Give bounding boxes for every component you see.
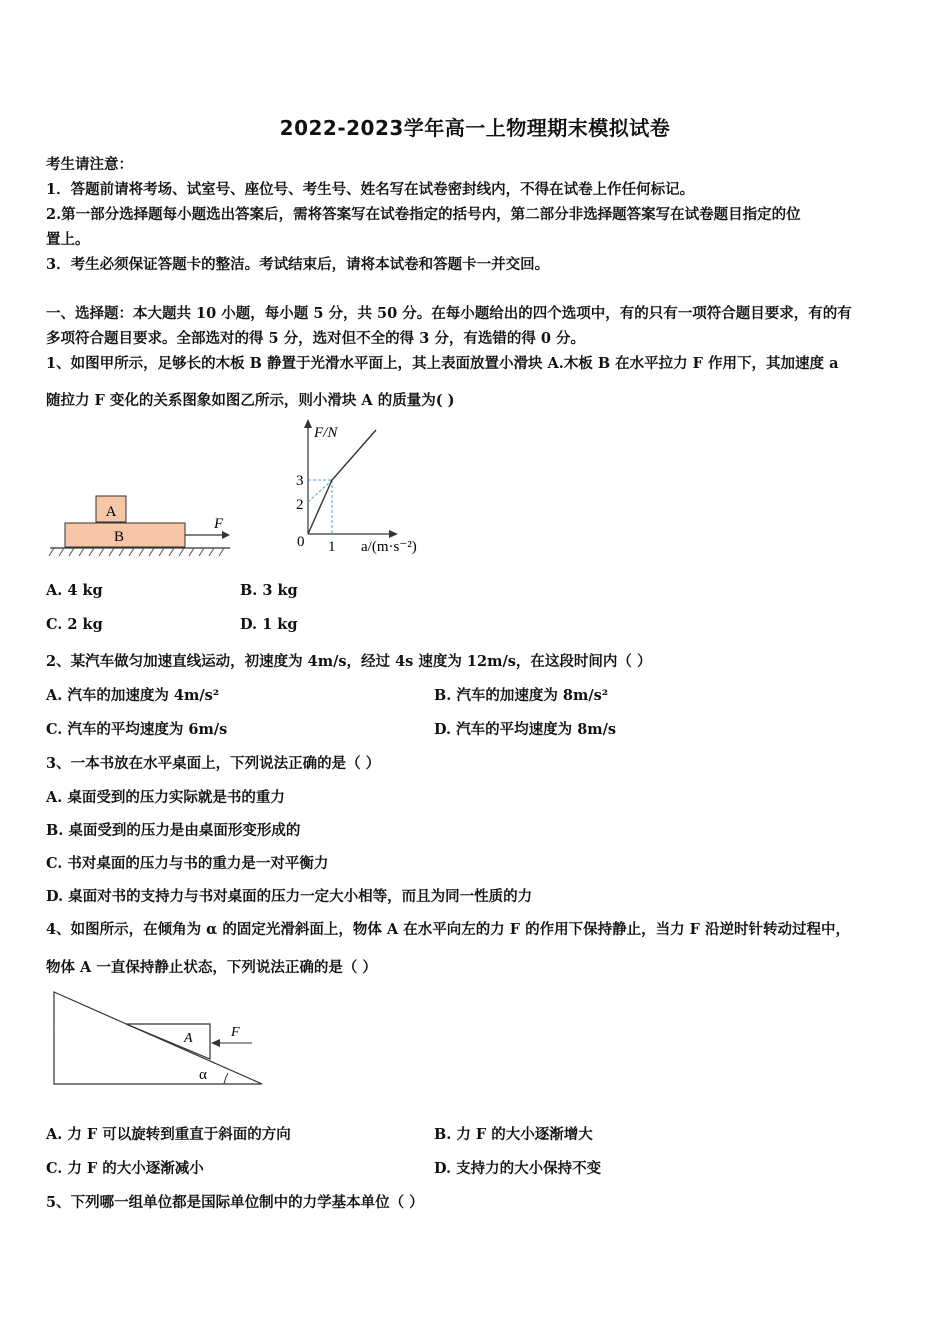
q1-board-b-label: B [113, 529, 125, 545]
q1-ground-hatch [49, 548, 224, 556]
q2-option-b[interactable]: B. 汽车的加速度为 8m/s² [434, 687, 609, 704]
q1-graph-ytick-3: 3 [296, 473, 304, 489]
q1-graph-origin: 0 [297, 534, 305, 550]
q1-option-b[interactable]: B. 3 kg [240, 582, 298, 599]
q3-option-d[interactable]: D. 桌面对书的支持力与书对桌面的压力一定大小相等，而且为同一性质的力 [46, 888, 533, 905]
q4-figure-incline [48, 988, 268, 1088]
q1-graph-xtick-1: 1 [328, 539, 336, 555]
q3-stem: 3、一本书放在水平桌面上，下列说法正确的是（ ） [46, 755, 381, 772]
q1-force-label: F [214, 516, 224, 532]
q1-board-b [65, 523, 185, 547]
q1-option-a[interactable]: A. 4 kg [46, 582, 103, 599]
q1-stem-line1: 1、如图甲所示，足够长的木板 B 静置于光滑水平面上，其上表面放置小滑块 A.木板 B 在水平拉力 F 作用下，其加速度 a [46, 355, 839, 372]
q4-block-label: A [184, 1031, 193, 1046]
q1-graph [288, 418, 448, 563]
q2-option-d[interactable]: D. 汽车的平均速度为 8m/s [434, 721, 617, 738]
q1-block-a-label: A [105, 504, 117, 520]
q1-graph-ytick-2: 2 [296, 497, 304, 513]
q3-option-b[interactable]: B. 桌面受到的压力是由桌面形变形成的 [46, 822, 301, 839]
q4-force-label: F [231, 1025, 240, 1040]
q4-option-b[interactable]: B. 力 F 的大小逐渐增大 [434, 1126, 593, 1143]
q2-option-c[interactable]: C. 汽车的平均速度为 6m/s [46, 721, 228, 738]
q1-graph-ylabel: F/N [314, 425, 338, 441]
q4-option-a[interactable]: A. 力 F 可以旋转到重直于斜面的方向 [46, 1126, 291, 1143]
q3-option-a[interactable]: A. 桌面受到的压力实际就是书的重力 [46, 789, 285, 806]
q4-angle-label: α [199, 1067, 207, 1083]
notice-item-3: 3．考生必须保证答题卡的整洁。考试结束后，请将本试卷和答题卡一并交回。 [46, 256, 550, 273]
notice-item-1: 1．答题前请将考场、试室号、座位号、考生号、姓名写在试卷密封线内，不得在试卷上作任何标记。 [46, 181, 695, 198]
q2-option-a[interactable]: A. 汽车的加速度为 4m/s² [46, 687, 220, 704]
q1-graph-xlabel: a/(m·s⁻²) [361, 539, 417, 555]
q1-option-c[interactable]: C. 2 kg [46, 616, 103, 633]
q2-stem: 2、某汽车做匀加速直线运动，初速度为 4m/s，经过 4s 速度为 12m/s，在这段时间内（ ） [46, 653, 652, 670]
section-heading-line2: 多项符合题目要求。全部选对的得 5 分，选对但不全的得 3 分，有选错的得 0 分。 [46, 330, 586, 347]
q4-option-d[interactable]: D. 支持力的大小保持不变 [434, 1160, 602, 1177]
q1-graph-line [308, 430, 376, 534]
q4-block [126, 1024, 210, 1059]
notice-item-2-cont: 置上。 [46, 231, 90, 248]
notice-item-2: 2.第一部分选择题每小题选出答案后，需将答案写在试卷指定的括号内，第二部分非选择题答案写在试卷题目指定的位 [46, 206, 801, 223]
q1-option-d[interactable]: D. 1 kg [240, 616, 298, 633]
q4-stem-line1: 4、如图所示，在倾角为 α 的固定光滑斜面上，物体 A 在水平向左的力 F 的作用下保持静止，当力 F 沿逆时针转动过程中， [46, 921, 850, 938]
q4-stem-line2: 物体 A 一直保持静止状态，下列说法正确的是（ ） [46, 959, 377, 976]
q4-option-c[interactable]: C. 力 F 的大小逐渐减小 [46, 1160, 204, 1177]
q1-figure-block-board [44, 490, 244, 560]
q3-option-c[interactable]: C. 书对桌面的压力与书的重力是一对平衡力 [46, 855, 329, 872]
q1-stem-line2: 随拉力 F 变化的关系图象如图乙所示，则小滑块 A 的质量为( ) [46, 392, 455, 409]
section-heading-line1: 一、选择题：本大题共 10 小题，每小题 5 分，共 50 分。在每小题给出的四个选项中，有的只有一项符合题目要求，有的有 [46, 305, 852, 322]
page-title: 2022-2023学年高一上物理期末模拟试卷 [279, 116, 671, 140]
notice-heading: 考生请注意： [46, 156, 133, 173]
q5-stem: 5、下列哪一组单位都是国际单位制中的力学基本单位（ ） [46, 1194, 424, 1211]
